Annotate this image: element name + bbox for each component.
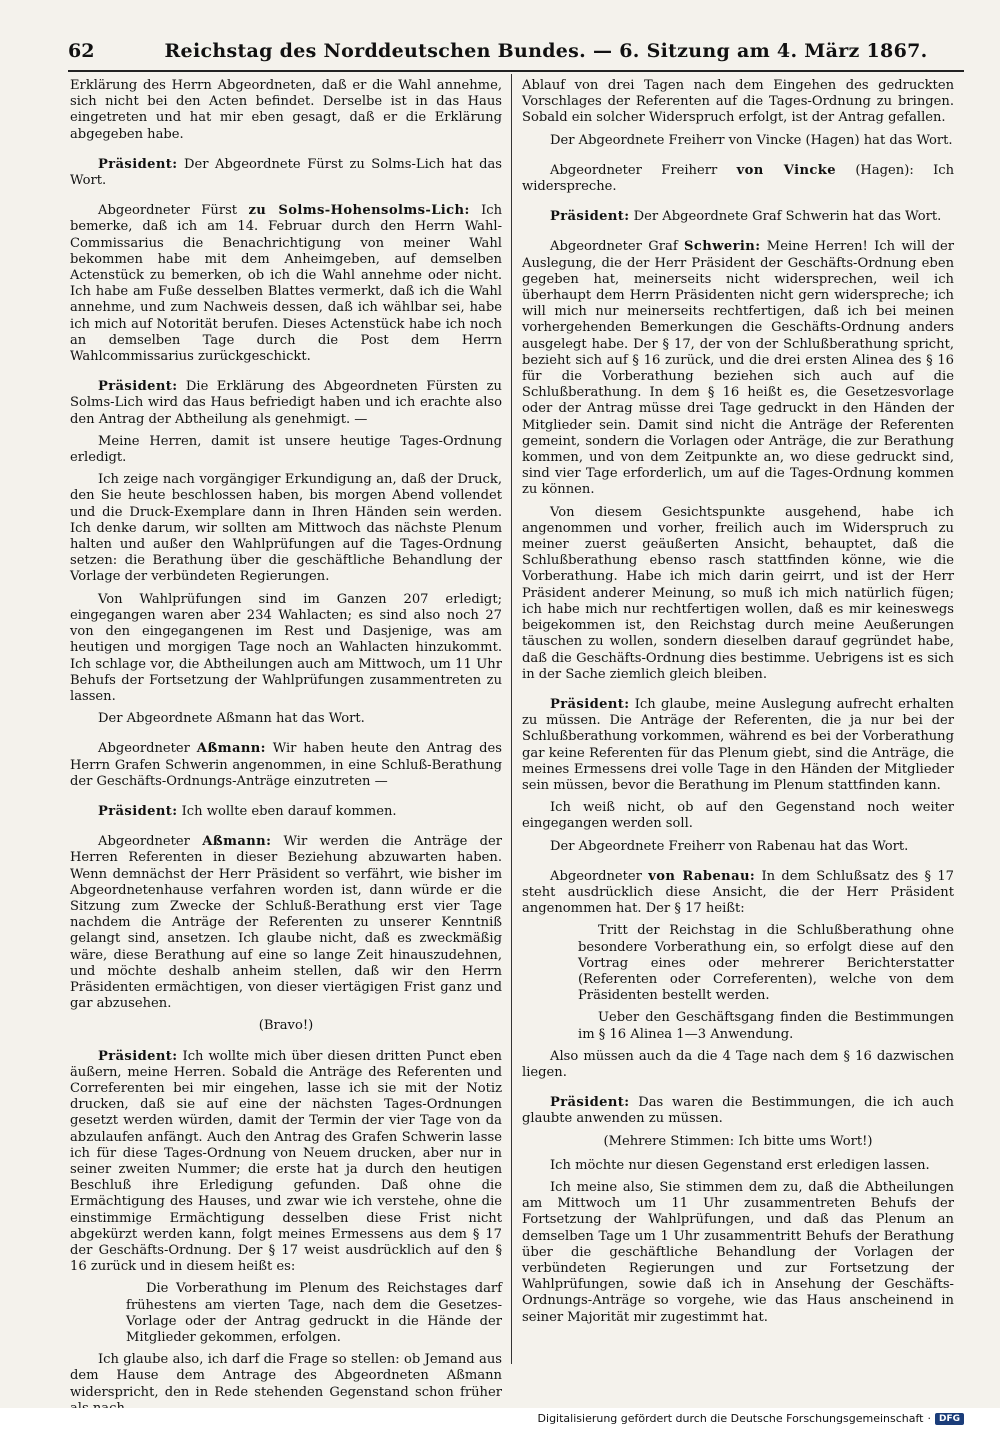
paragraph	[522, 839, 954, 855]
paragraph-text: In dem Schlußsatz des § 17 steht ausdrücklich diese Ansicht, die der Herr Präsident angenommen hat. Der § 17 heißt:	[522, 868, 955, 917]
speaker-name: von Rabenau:	[648, 868, 756, 884]
paragraph	[70, 203, 502, 365]
paragraph-text: Die Erklärung des Abgeordneten Fürsten zu Solms-Lich wird das Haus befriedigt haben und ich erachte also den Antrag der Abtheilung als genehmigt. —	[70, 379, 502, 427]
right-column	[522, 78, 954, 1332]
paragraph	[70, 834, 502, 1012]
paragraph-text: Erklärung des Herrn Abgeordneten, daß er die Wahl annehme, sich nicht bei den Acten befindet. Derselbe ist in das Haus eingetreten und hat mir eben gesagt, daß er die Erklärung abgegeben habe.	[70, 78, 502, 142]
paragraph	[522, 505, 954, 683]
paragraph-text: Von diesem Gesichtspunkte ausgehend, habe ich angenommen und vorher, freilich auch im Widerspruch zu meiner zuerst geäußerten Ansicht, behauptet, daß die Schlußberathung ebenso rasch stattfinden könne, wie die Vorberathung. Habe ich mich darin geirrt, und ist der Herr Präsident anderer Meinung, so muß ich mich natürlich fügen; ich habe mich nur rechtfertigen wollen, daß es mir keineswegs beigekommen ist, den Reichstag durch meine Aeußerungen täuschen zu wollen, sondern dieselben darauf gegründet habe, daß die Geschäfts-Ordnung dies bestimme. Uebrigens ist es sich in der Sache ziemlich gleich bleiben.	[522, 504, 954, 682]
paragraph	[522, 163, 954, 195]
dfg-logo: DFG	[935, 1413, 964, 1425]
paragraph-text: Das waren die Bestimmungen, die ich auch glaubte anwenden zu müssen.	[522, 1095, 954, 1127]
quoted-paragraph	[126, 1281, 502, 1346]
quoted-paragraph	[578, 1010, 954, 1042]
paragraph	[522, 1095, 954, 1127]
paragraph	[70, 157, 502, 189]
paragraph-text: Ich weiß nicht, ob auf den Gegenstand noch weiter eingegangen werden soll.	[522, 800, 954, 832]
paragraph-text: (Hagen): Ich widerspreche.	[522, 162, 955, 195]
paragraph	[522, 78, 954, 127]
paragraph	[522, 800, 954, 832]
speaker-prefix: Abgeordneter Fürst	[98, 203, 249, 219]
paragraph-text: Ueber den Geschäftsgang finden die Bestimmungen im § 16 Alinea 1—3 Anwendung.	[578, 1010, 954, 1042]
paragraph-text: Ich wollte mich über diesen dritten Punct eben äußern, meine Herren. Sobald die Anträge des Referenten und Correferenten bei mir eingehen, lasse ich sie mit der Notiz drucken, daß sie auf eine der nächsten Tages-Ordnungen gesetzt werden würden, damit der Termin der vier Tage von da abzulaufen anfängt. Auch den Antrag des Grafen Schwerin lasse ich für diese Tages-Ordnung von Neuem drucken, aber nur in seiner zweiten Nummer; die erste hat ja durch den heutigen Beschluß ihre Erledigung gefunden. Daß ohne die Ermächtigung des Hauses, und zwar wie ich verstehe, ohne die einstimmige Ermächtigung desselben diese Frist nicht abgekürzt werden kann, folgt meines Ermessens aus dem § 17 der Geschäfts-Ordnung. Der § 17 weist ausdrücklich auf den § 16 zurück und in diesem heißt es:	[70, 1048, 502, 1275]
paragraph-text: Wir haben heute den Antrag des Herrn Grafen Schwerin angenommen, in eine Schluß-Berathung der Geschäfts-Ordnungs-Anträge einzutreten —	[70, 741, 502, 789]
speaker-name: Schwerin:	[684, 239, 761, 255]
paragraph	[70, 472, 502, 585]
speaker-prefix: Abgeordneter Freiherr	[550, 162, 737, 178]
paragraph-text: Der Abgeordnete Aßmann hat das Wort.	[98, 711, 365, 727]
speaker-prefix: Abgeordneter Graf	[550, 239, 685, 255]
paragraph	[522, 869, 954, 918]
speaker-name: Präsident:	[550, 209, 630, 225]
paragraph-text: Die Vorberathung im Plenum des Reichstages darf frühestens am vierten Tage, nach dem die Gesetzes-Vorlage oder der Antrag gedruckt in die Hände der Mitglieder gekommen, erfolgen.	[126, 1281, 502, 1346]
paragraph	[522, 1180, 954, 1326]
paragraph-text: Ich wollte eben darauf kommen.	[177, 803, 397, 819]
paragraph-text: Ich meine also, Sie stimmen dem zu, daß die Abtheilungen am Mittwoch um 11 Uhr zusammentreten Behufs der Fortsetzung der Wahlprüfungen, und daß das Plenum an demselben Tage um 1 Uhr zusammentritt Behufs der Berathung über die geschäftliche Behandlung der Vorlagen der verbündeten Regierungen und zur Fortsetzung der Wahlprüfungen, sowie daß ich in Ansehung der Geschäfts-Ordnungs-Anträge so vorgehe, wie das Haus anscheinend in seiner Majorität mir zugestimmt hat.	[522, 1179, 954, 1325]
paragraph-text: Der Abgeordnete Graf Schwerin hat das Wort.	[629, 209, 942, 225]
paragraph	[522, 1049, 954, 1081]
paragraph-text: Ich möchte nur diesen Gegenstand erst erledigen lassen.	[550, 1157, 930, 1173]
speaker-name: Aßmann:	[196, 741, 266, 757]
paragraph-text: Der Abgeordnete Freiherr von Vincke (Hagen) hat das Wort.	[550, 132, 953, 148]
paragraph	[522, 1158, 954, 1174]
paragraph-text: Der Abgeordnete Fürst zu Solms-Lich hat das Wort.	[70, 156, 502, 189]
funding-credit: Digitalisierung gefördert durch die Deutsche Forschungsgemeinschaft · DFG	[538, 1412, 964, 1425]
speaker-name: Aßmann:	[202, 834, 272, 850]
paragraph-text: Ich glaube, meine Auslegung aufrecht erhalten zu müssen. Die Anträge der Referenten, die ja nur bei der Schlußberathung vorkommen, während es bei der Vorberathung gar keine Referenten für das Plenum giebt, sind die Anträge, die meines Ermessens drei volle Tage in den Händen der Mitglieder sein müssen, bevor die Berathung im Plenum stattfinden kann.	[522, 696, 954, 793]
speaker-name: Präsident:	[550, 696, 630, 712]
speaker-name: Präsident:	[98, 803, 178, 819]
paragraph	[70, 711, 502, 727]
paragraph-text: Von Wahlprüfungen sind im Ganzen 207 erledigt; eingegangen waren aber 234 Wahlacten; es sind also noch 27 von den eingegangenen im Rest und Dasjenige, was am heutigen und morgigen Tage noch an Wahlacten hinzukommt. Ich schlage vor, die Abtheilungen auch am Mittwoch, um 11 Uhr Behufs der Fortsetzung der Wahlprüfungen zusammentreten zu lassen.	[70, 591, 502, 704]
column-divider	[511, 74, 512, 1364]
running-header	[68, 40, 964, 72]
footer-bar	[0, 1408, 1000, 1432]
speaker-name: Präsident:	[98, 379, 178, 395]
paragraph-text: (Bravo!)	[258, 1018, 314, 1034]
speaker-name: zu Solms-Hohensolms-Lich:	[248, 203, 470, 219]
paragraph-text: Ablauf von drei Tagen nach dem Eingehen des gedruckten Vorschlages der Referenten auf die Tages-Ordnung zu bringen. Sobald ein solcher Widerspruch erfolgt, ist der Antrag gefallen.	[522, 78, 954, 126]
speaker-prefix: Abgeordneter	[98, 834, 203, 850]
paragraph-text: Also müssen auch da die 4 Tage nach dem § 16 dazwischen liegen.	[522, 1048, 954, 1080]
paragraph-text: Wir werden die Anträge der Herren Referenten in dieser Beziehung abzuwarten haben. Wenn demnächst der Herr Präsident so verfährt, wie bisher im Abgeordnetenhause verfahren worden ist, dann würde er die Sitzung zum Zwecke der Schluß-Berathung erst vier Tage nachdem die Anträge der Referenten zu unserer Kenntniß gelangt sind, ansetzen. Ich glaube nicht, daß es zweckmäßig wäre, diese Berathung auf eine so lange Zeit hinauszudehnen, und möchte deshalb anheim stellen, daß wir den Herrn Präsidenten ermächtigen, von dieser viertägigen Frist ganz und gar abzusehen.	[70, 834, 502, 1012]
paragraph	[70, 592, 502, 705]
speaker-name: Präsident:	[550, 1095, 630, 1111]
interjection	[522, 1134, 954, 1150]
credit-text: Digitalisierung gefördert durch die Deutsche Forschungsgemeinschaft	[537, 1412, 924, 1425]
speaker-name: Präsident:	[98, 156, 178, 172]
paragraph	[70, 434, 502, 466]
paragraph-text: Meine Herren! Ich will der Auslegung, die der Herr Präsident der Geschäfts-Ordnung eben gegeben hat, meinerseits nicht widersprechen, weil ich überhaupt dem Herrn Präsidenten nicht gern widerspreche; ich will mich nur meinerseits rechtfertigen, daß ich bei meinen vorhergehenden Bemerkungen die Geschäfts-Ordnung anders ausgelegt habe. Der § 17, der von der Schlußberathung spricht, bezieht sich auf § 16 zurück, und die drei ersten Alinea des § 16 für die Vorberathung beziehen sich auch auf die Schlußberathung. In dem § 16 heißt es, die Gesetzesvorlage oder der Antrag müsse drei Tage gedruckt in den Händen der Mitglieder sein. Damit sind nicht die Anträge der Referenten gemeint, sondern die Vorlagen oder Anträge, die zur Berathung kommen, und von dem Zeitpunkte an, wo diese gedruckt sind, sind vier Tage erforderlich, um auf die Tages-Ordnung kommen zu können.	[522, 239, 954, 498]
paragraph-text: Tritt der Reichstag in die Schlußberathung ohne besondere Vorberathung ein, so erfolgt diese auf den Vortrag eines oder mehrerer Berichterstatter (Referenten oder Correferenten), welche von dem Präsidenten bestellt werden.	[578, 923, 954, 1004]
speaker-name: von Vincke	[736, 162, 836, 178]
speaker-prefix: Abgeordneter	[98, 741, 197, 757]
paragraph	[70, 1049, 502, 1276]
paragraph-text: (Mehrere Stimmen: Ich bitte ums Wort!)	[603, 1133, 873, 1149]
running-title: Reichstag des Norddeutschen Bundes. — 6. Sitzung am 4. März 1867.	[164, 40, 928, 62]
speaker-name: Präsident:	[98, 1048, 178, 1064]
page-number: 62	[68, 40, 95, 62]
speaker-prefix: Abgeordneter	[550, 868, 649, 884]
paragraph	[522, 239, 954, 498]
paragraph-text: Der Abgeordnete Freiherr von Rabenau hat das Wort.	[550, 838, 909, 854]
paragraph	[522, 697, 954, 794]
paragraph	[70, 379, 502, 428]
paragraph	[522, 209, 954, 225]
paragraph	[70, 741, 502, 790]
paragraph	[70, 78, 502, 143]
paragraph-text: Ich bemerke, daß ich am 14. Februar durch den Herrn Wahl-Commissarius die Benachrichtigung von meiner Wahl bekommen habe mit dem Anheimgeben, auf demselben Actenstück zu bemerken, ob ich die Wahl annehme oder nicht. Ich habe am Fuße desselben Blattes vermerkt, daß ich die Wahl annehme, und zum Nachweis dessen, daß ich wählbar sei, habe ich mich auf Notorität berufen. Dieses Actenstück habe ich noch an demselben Tage durch die Post dem Herrn Wahlcommissarius zurückgeschickt.	[70, 203, 503, 365]
paragraph-text: Ich zeige nach vorgängiger Erkundigung an, daß der Druck, den Sie heute beschlossen haben, bis morgen Abend vollendet und die Druck-Exemplare dann in Ihren Händen sein werden. Ich denke darum, wir sollten am Mittwoch das nächste Plenum halten und außer den Wahlprüfungen auf die Tages-Ordnung setzen: die Berathung über die geschäftliche Behandlung der Vorlage der verbündeten Regierungen.	[70, 472, 502, 585]
interjection	[70, 1018, 502, 1034]
paragraph	[70, 804, 502, 820]
left-column	[70, 78, 502, 1423]
quoted-paragraph	[578, 923, 954, 1004]
paragraph-text: Meine Herren, damit ist unsere heutige Tages-Ordnung erledigt.	[70, 433, 502, 466]
paragraph	[522, 133, 954, 149]
paragraph-text: Ich glaube also, ich darf die Frage so stellen: ob Jemand aus dem Hause dem Antrage des Abgeordneten Aßmann widerspricht, den in Rede stehenden Gegenstand schon früher	[70, 1352, 502, 1400]
